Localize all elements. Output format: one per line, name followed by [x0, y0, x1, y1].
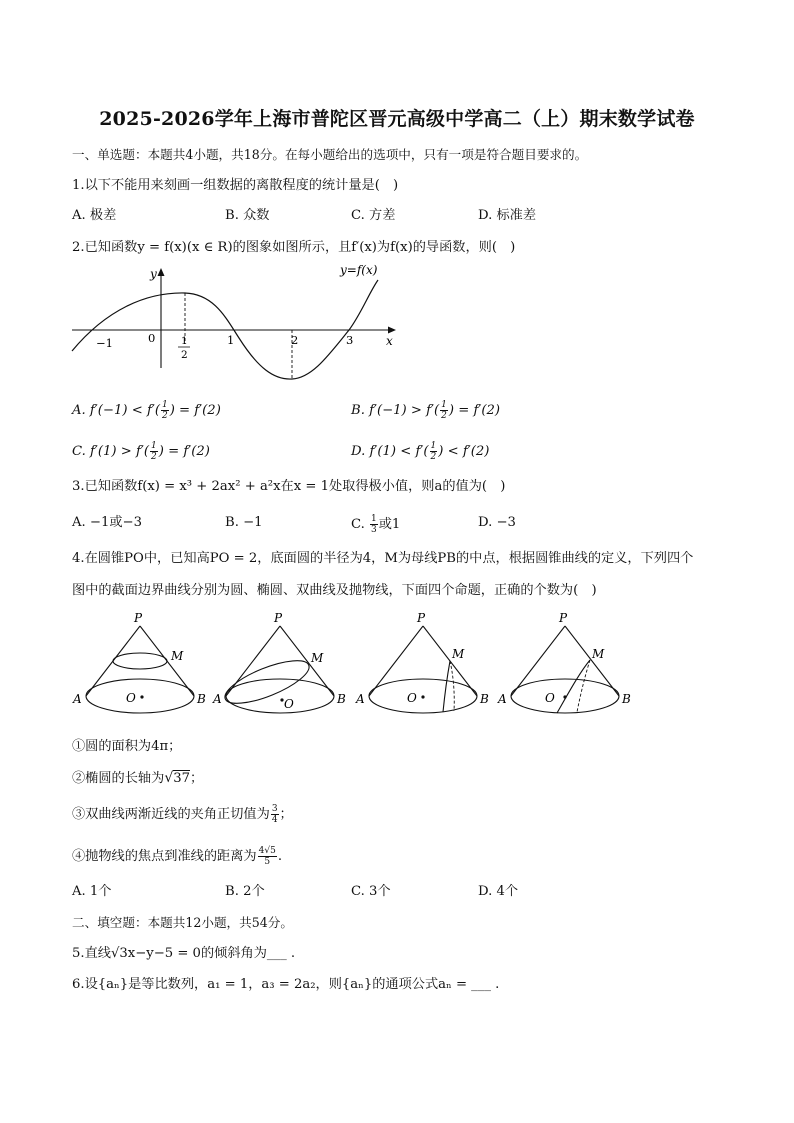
x-axis-arrow-icon	[388, 327, 396, 334]
frac-num: 4√5	[258, 846, 276, 856]
function-graph	[66, 258, 406, 388]
proposition-4	[72, 846, 282, 867]
fraction-three-quarters	[271, 804, 279, 825]
proposition-2-pre: ②椭圆的长轴为	[72, 771, 165, 786]
svg-text:B: B	[622, 692, 631, 706]
svg-text:B: B	[197, 692, 206, 706]
fraction-4root5-over-5	[258, 846, 277, 867]
q1-option-d: D. 标准差	[478, 208, 537, 223]
svg-text:A: A	[356, 692, 365, 706]
fraction-one-half	[430, 441, 438, 462]
frac-num: 1	[371, 514, 377, 524]
x-axis-label: x	[386, 334, 393, 348]
frac-den: 2	[161, 411, 168, 421]
tick-label-half-den: 2	[181, 349, 188, 361]
q3-option-d: D. −3	[478, 515, 516, 530]
cone-hyperbola-section	[355, 612, 489, 713]
exam-title: 2025-2026学年上海市普陀区晋元高级中学高二（上）期末数学试卷	[99, 108, 695, 130]
proposition-2-radicand: 37	[173, 771, 191, 786]
q3-option-a: A. −1或−3	[72, 515, 142, 530]
svg-text:A: A	[498, 692, 507, 706]
svg-text:A: A	[213, 692, 222, 706]
y-axis-arrow-icon	[158, 268, 165, 276]
tick-label-3: 3	[346, 333, 354, 347]
q2-option-c-pre: C. f′(1) > f′(	[72, 444, 150, 459]
frac-den: 2	[430, 452, 437, 462]
fraction-one-half	[440, 400, 448, 421]
q4-option-d: D. 4个	[478, 884, 519, 899]
frac-num: 1	[151, 441, 157, 451]
tick-label-2: 2	[291, 333, 299, 347]
proposition-4-pre: ④抛物线的焦点到准线的距离为	[72, 849, 257, 864]
svg-text:P: P	[134, 612, 143, 625]
cone-parabola-section	[497, 612, 631, 713]
sqrt-icon: √	[164, 770, 174, 786]
tick-label-neg1: −1	[96, 336, 113, 350]
frac-den: 2	[151, 452, 157, 462]
frac-den: 5	[264, 857, 271, 867]
proposition-2	[72, 769, 203, 788]
fraction-one-half	[150, 441, 158, 462]
frac-num: 1	[441, 400, 447, 410]
y-axis-label: y	[150, 267, 157, 281]
q1-option-a: A. 极差	[72, 208, 117, 223]
q2-option-a-pre: A. f′(−1) < f′(	[72, 403, 160, 418]
proposition-3-post: ；	[279, 807, 293, 822]
svg-text:O: O	[126, 691, 136, 705]
cone-circle-section	[72, 612, 206, 713]
svg-text:B: B	[480, 692, 489, 706]
svg-text:P: P	[559, 612, 568, 625]
svg-text:M: M	[311, 651, 324, 665]
svg-text:O: O	[407, 691, 417, 705]
q1-option-b: B. 众数	[225, 208, 270, 223]
curve-label: y=f(x)	[340, 263, 378, 277]
q4-option-c: C. 3个	[351, 884, 391, 899]
svg-text:P: P	[417, 612, 426, 625]
proposition-2-post: ；	[190, 771, 204, 786]
q3-option-b: B. −1	[225, 515, 263, 530]
q2-option-b-pre: B. f′(−1) > f′(	[351, 403, 440, 418]
section-2-heading: 二、填空题：本题共12小题，共54分。	[72, 915, 293, 930]
fraction-one-third	[370, 514, 378, 535]
q4-option-b: B. 2个	[225, 884, 265, 899]
svg-text:M: M	[592, 647, 605, 661]
q2-option-d-pre: D. f′(1) < f′(	[351, 444, 429, 459]
q3-option-c	[351, 514, 400, 535]
q2-option-a	[72, 400, 221, 421]
question-5: 5.直线√3x−y−5 = 0的倾斜角为___ .	[72, 946, 296, 961]
frac-den: 4	[271, 815, 278, 825]
cone-ellipse-section	[212, 612, 346, 713]
tick-label-half-num: 1	[181, 335, 188, 347]
q2-option-b	[351, 400, 500, 421]
svg-text:M: M	[452, 647, 465, 661]
tick-label-1: 1	[227, 333, 235, 347]
frac-num: 3	[271, 804, 278, 814]
svg-text:O: O	[284, 697, 294, 711]
question-1-stem: 1.以下不能用来刻画一组数据的离散程度的统计量是( )	[72, 178, 399, 193]
svg-text:B: B	[337, 692, 346, 706]
frac-den: 2	[441, 411, 447, 421]
svg-text:O: O	[545, 691, 555, 705]
q3-option-c-post: 或1	[378, 517, 401, 532]
question-2-stem: 2.已知函数y = f(x)(x ∈ R)的图象如图所示，且f′(x)为f(x)的导函数，则( )	[72, 240, 516, 255]
svg-text:A: A	[73, 692, 82, 706]
question-4-stem-line1: 4.在圆锥PO中，已知高PO = 2，底面圆的半径为4，M为母线PB的中点，根据圆锥曲线的定义，下列四个	[72, 551, 694, 566]
q2-option-b-post: ) = f′(2)	[448, 403, 501, 418]
svg-text:P: P	[274, 612, 283, 625]
q2-option-d	[351, 441, 489, 462]
q2-option-a-post: ) = f′(2)	[169, 403, 221, 418]
question-4-stem-line2: 图中的截面边界曲线分别为圆、椭圆、双曲线及抛物线，下面四个命题，正确的个数为( )	[72, 583, 597, 598]
q2-option-c	[72, 441, 210, 462]
question-6: 6.设{aₙ}是等比数列，a₁ = 1，a₃ = 2a₂，则{aₙ}的通项公式aₙ = ___ .	[72, 977, 500, 992]
origin-label: 0	[148, 331, 156, 345]
q2-option-d-post: ) < f′(2)	[438, 444, 490, 459]
proposition-1: ①圆的面积为4π；	[72, 739, 182, 754]
cone-figures	[70, 612, 640, 724]
frac-num: 1	[161, 400, 168, 410]
svg-text:M: M	[171, 649, 184, 663]
section-1-heading: 一、单选题：本题共4小题，共18分。在每小题给出的选项中，只有一项是符合题目要求的。	[72, 147, 588, 162]
frac-den: 3	[371, 525, 377, 535]
proposition-3-pre: ③双曲线两渐近线的夹角正切值为	[72, 807, 270, 822]
q3-option-c-pre: C.	[351, 517, 370, 532]
q2-option-c-post: ) = f′(2)	[158, 444, 210, 459]
q4-option-a: A. 1个	[72, 884, 112, 899]
q1-option-c: C. 方差	[351, 208, 396, 223]
proposition-4-post: .	[277, 849, 283, 864]
question-3-stem: 3.已知函数f(x) = x³ + 2ax² + a²x在x = 1处取得极小值，则a的值为( )	[72, 479, 506, 494]
fraction-one-half	[161, 400, 169, 421]
proposition-3	[72, 804, 293, 825]
frac-num: 1	[430, 441, 437, 451]
